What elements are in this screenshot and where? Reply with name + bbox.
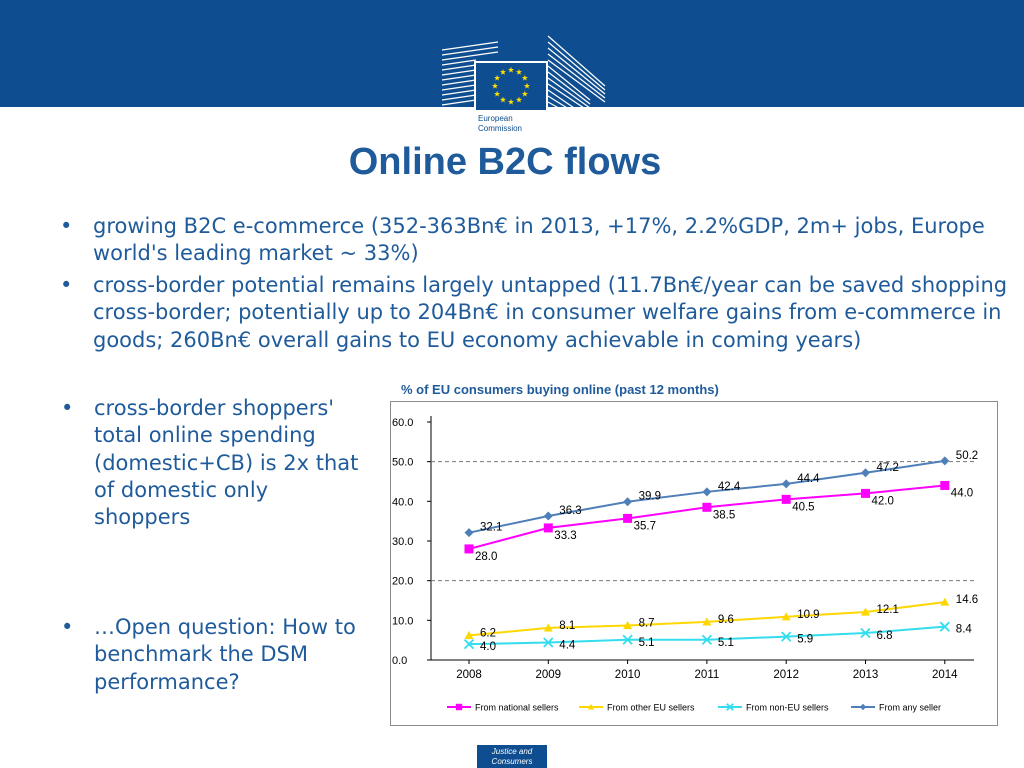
data-label: 42.4 [717, 480, 741, 493]
data-point [861, 468, 870, 477]
legend-item [718, 703, 829, 713]
data-label: 28.0 [475, 550, 498, 563]
logo-text-line1: European [478, 114, 513, 123]
bullet-icon: • [61, 615, 74, 639]
data-point [465, 544, 474, 553]
x-tick-label: 2013 [852, 669, 879, 681]
data-label: 44.0 [950, 487, 974, 500]
x-tick-label: 2008 [456, 669, 482, 681]
data-point [465, 528, 474, 537]
data-label: 47.2 [876, 461, 899, 474]
data-label: 4.4 [559, 639, 576, 652]
data-point [940, 481, 949, 490]
footer-line2: Consumers [491, 757, 533, 766]
data-label: 5.1 [638, 636, 655, 649]
data-point [544, 512, 553, 521]
bullet-item [61, 395, 361, 531]
bullet-text: cross-border potential remains largely untapped (11.7Bn€/year can be saved shopping cross-border; potentially up to 204Bn€ in consumer welfare gains from e-commerce in goods; 260Bn€ overall gains to EU economy achievable in coming years) [93, 273, 1008, 352]
data-label: 44.4 [797, 472, 820, 485]
y-tick-label: 50.0 [392, 456, 414, 469]
legend-label: From non-EU sellers [746, 702, 829, 713]
data-label: 8.4 [955, 623, 972, 636]
y-tick-label: 10.0 [392, 615, 414, 628]
data-label: 36.3 [559, 505, 582, 518]
data-point [782, 495, 791, 504]
bullet-item [61, 614, 361, 696]
data-label: 10.9 [797, 608, 820, 621]
data-label: 8.1 [559, 619, 576, 632]
european-commission-logo [440, 26, 608, 140]
bullet-text: …Open question: How to benchmark the DSM performance? [94, 615, 356, 694]
bullet-item [60, 272, 1015, 354]
y-tick-label: 40.0 [392, 496, 414, 509]
x-tick-label: 2012 [773, 669, 799, 681]
data-label: 6.2 [480, 627, 496, 640]
line-chart [391, 402, 997, 725]
bullet-text: cross-border shoppers' total online spending (domestic+CB) is 2x that of domestic only shoppers [94, 396, 359, 530]
legend-item [579, 703, 695, 713]
data-point [860, 704, 866, 710]
data-point [623, 497, 632, 506]
page-title: Online B2C flows [348, 141, 662, 183]
series-1 [465, 594, 979, 639]
footer-badge [477, 745, 547, 768]
data-point [940, 456, 949, 465]
data-point [861, 489, 870, 498]
y-tick-label: 20.0 [392, 575, 414, 588]
data-point [456, 704, 462, 710]
data-label: 9.6 [717, 613, 734, 626]
data-label: 32.1 [480, 521, 503, 534]
legend-label: From any seller [879, 702, 942, 713]
data-label: 42.0 [871, 495, 894, 508]
legend [447, 703, 941, 713]
legend-item [851, 703, 941, 713]
series-2 [465, 619, 973, 654]
data-label: 40.5 [792, 501, 815, 514]
data-label: 35.7 [633, 520, 656, 533]
bullet-icon: • [60, 214, 73, 238]
data-point [702, 503, 711, 512]
data-label: 39.9 [638, 490, 661, 503]
legend-label: From national sellers [475, 702, 559, 713]
data-point [782, 479, 791, 488]
data-label: 4.0 [480, 641, 496, 654]
data-label: 14.6 [955, 594, 979, 607]
series-0 [465, 481, 974, 563]
bullet-item [60, 213, 1010, 268]
data-point [544, 523, 553, 532]
data-label: 6.8 [876, 630, 893, 643]
bullet-icon: • [60, 273, 73, 297]
footer-line1: Justice and [491, 747, 533, 756]
data-label: 8.7 [638, 617, 655, 630]
series-3 [465, 450, 979, 537]
y-tick-label: 30.0 [392, 536, 414, 548]
bullet-text: growing B2C e-commerce (352-363Bn€ in 2013, +17%, 2.2%GDP, 2m+ jobs, Europe world's leading market ~ 33%) [93, 214, 985, 266]
legend-item [447, 703, 559, 713]
x-tick-label: 2011 [694, 669, 720, 681]
chart-title: % of EU consumers buying online (past 12 months) [401, 382, 719, 397]
chart-frame [390, 401, 998, 726]
x-tick-label: 2009 [535, 669, 562, 681]
data-point [623, 514, 632, 523]
logo-text-line2: Commission [478, 124, 523, 133]
data-point [702, 487, 711, 496]
data-label: 5.9 [797, 633, 814, 646]
data-label: 33.3 [554, 529, 577, 542]
bullet-icon: • [61, 396, 74, 420]
x-tick-label: 2010 [614, 669, 641, 681]
data-label: 38.5 [712, 509, 736, 522]
data-label: 12.1 [876, 604, 899, 617]
y-tick-label: 0.0 [392, 655, 408, 667]
data-label: 50.2 [955, 449, 979, 462]
y-tick-label: 60.0 [392, 417, 414, 429]
legend-label: From other EU sellers [607, 702, 695, 713]
data-label: 5.1 [717, 636, 734, 649]
x-tick-label: 2014 [932, 669, 958, 681]
